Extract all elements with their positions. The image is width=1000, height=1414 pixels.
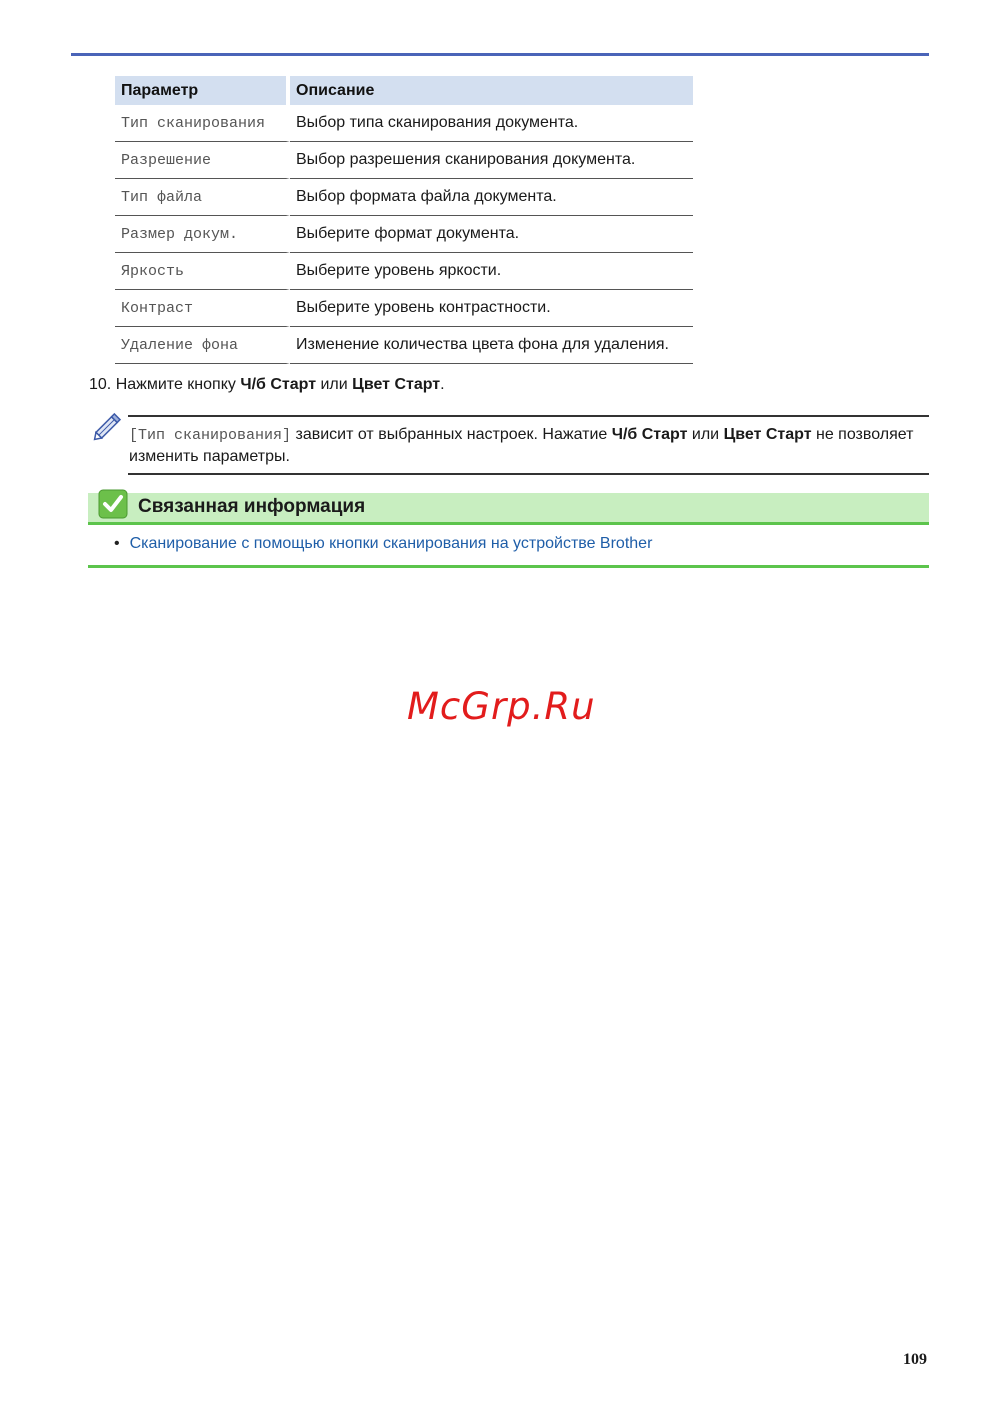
page-number: 109 [903,1351,927,1368]
param-cell: Разрешение [115,142,290,179]
note-text [129,424,929,467]
table-row [115,142,693,179]
checkmark-icon [98,489,128,519]
param-cell: Размер докум. [115,216,290,253]
bottom-rule [88,565,929,568]
step-text-end: . [440,376,445,393]
table-row [115,179,693,216]
table-row [115,290,693,327]
note-text2: или [691,426,720,443]
desc-cell: Выбор формата файла документа. [290,179,693,216]
desc-cell: Изменение количества цвета фона для удаления. [290,327,693,364]
watermark: McGrp.Ru [407,685,596,728]
table-row [115,105,693,142]
note-bw-start: Ч/б Старт [611,426,688,443]
related-info-title: Связанная информация [138,496,366,517]
header-description: Описание [290,76,693,105]
note-text1: зависит от выбранных настроек. Нажатие [295,426,608,443]
param-cell: Удаление фона [115,327,290,364]
step-bw-start: Ч/б Старт [240,376,317,393]
step-number: 10. [89,376,112,393]
param-cell: Тип сканирования [115,105,290,142]
pencil-icon [91,410,125,442]
top-rule [71,53,929,56]
note-mono: [Тип сканирования] [129,427,292,444]
step-color-start: Цвет Старт [352,376,441,393]
parameters-table [115,76,693,364]
desc-cell: Выбор типа сканирования документа. [290,105,693,142]
header-param: Параметр [115,76,290,105]
table-header-row [115,76,693,105]
bullet: • [114,535,120,552]
desc-cell: Выбор разрешения сканирования документа. [290,142,693,179]
note-box [128,415,929,475]
desc-cell: Выберите формат документа. [290,216,693,253]
note-text3: не позволяет изменить параметры. [129,426,914,465]
step-text-mid: или [320,376,348,393]
desc-cell: Выберите уровень яркости. [290,253,693,290]
param-cell: Яркость [115,253,290,290]
note-color-start: Цвет Старт [723,426,812,443]
param-cell: Контраст [115,290,290,327]
related-list [114,535,652,553]
param-cell: Тип файла [115,179,290,216]
table-row [115,327,693,364]
table-row [115,216,693,253]
step-text-before: Нажмите кнопку [115,376,236,393]
desc-cell: Выберите уровень контрастности. [290,290,693,327]
table-row [115,253,693,290]
step-10 [89,376,445,394]
related-link[interactable]: Сканирование с помощью кнопки сканирования на устройстве Brother [129,535,653,552]
